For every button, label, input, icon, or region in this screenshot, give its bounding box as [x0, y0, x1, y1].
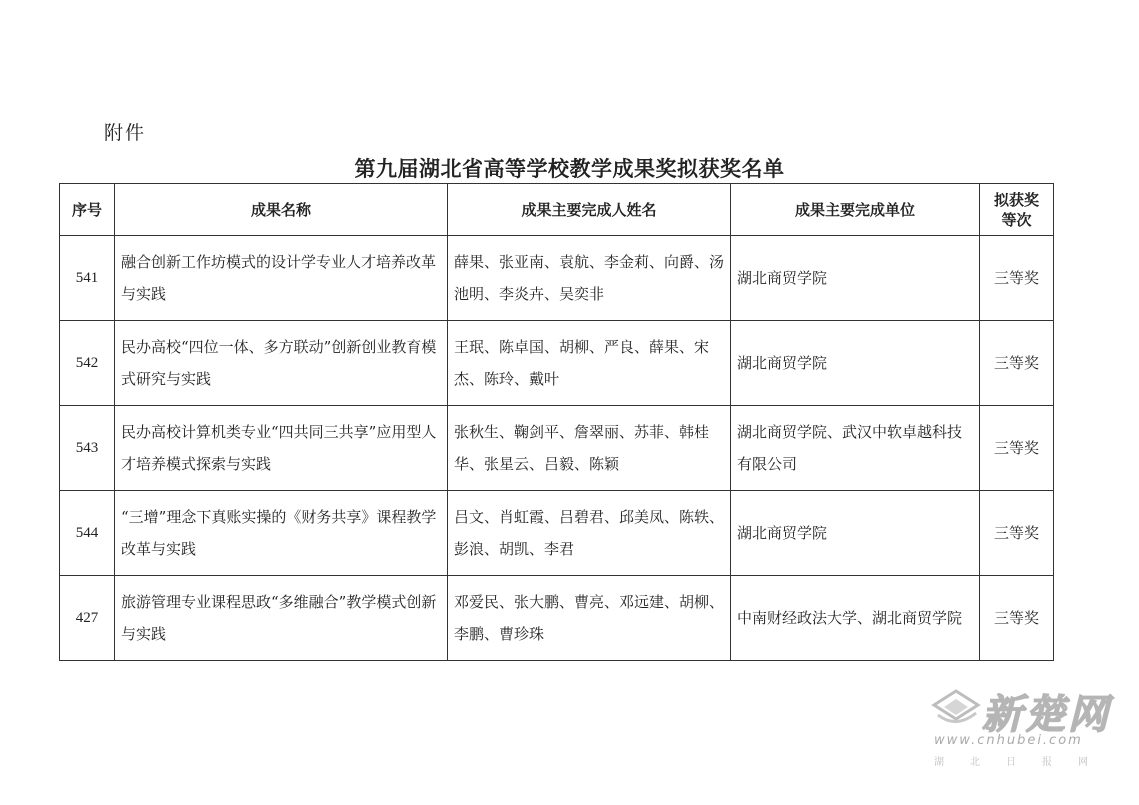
row-level: 三等奖 — [980, 321, 1054, 406]
row-no: 542 — [60, 321, 115, 406]
row-level: 三等奖 — [980, 576, 1054, 661]
watermark-subtitle: 湖北日报网 — [934, 757, 1114, 768]
table-row — [60, 406, 1054, 491]
row-no: 427 — [60, 576, 115, 661]
table-row — [60, 321, 1054, 406]
row-unit: 湖北商贸学院 — [731, 491, 980, 576]
row-people: 吕文、肖虹霞、吕碧君、邱美凤、陈轶、彭浪、胡凯、李君 — [448, 491, 731, 576]
row-name: 民办高校计算机类专业“四共同三共享”应用型人才培养模式探索与实践 — [115, 406, 448, 491]
row-name: 民办高校“四位一体、多方联动”创新创业教育模式研究与实践 — [115, 321, 448, 406]
watermark-url: www.cnhubei.com — [934, 733, 1083, 748]
row-level: 三等奖 — [980, 491, 1054, 576]
header-no: 序号 — [60, 184, 115, 236]
row-unit: 湖北商贸学院 — [731, 236, 980, 321]
cnhubei-logo-icon — [930, 685, 982, 729]
table-row — [60, 491, 1054, 576]
award-table — [59, 183, 1054, 661]
table-row — [60, 236, 1054, 321]
table-row — [60, 576, 1054, 661]
row-name: “三增”理念下真账实操的《财务共享》课程教学改革与实践 — [115, 491, 448, 576]
row-no: 543 — [60, 406, 115, 491]
row-people: 王珉、陈卓国、胡柳、严良、薛果、宋杰、陈玲、戴叶 — [448, 321, 731, 406]
header-level — [980, 184, 1054, 236]
watermark-brand: 新楚网 — [982, 691, 1111, 738]
header-level-line2: 等次 — [1001, 210, 1032, 229]
row-no: 544 — [60, 491, 115, 576]
row-no: 541 — [60, 236, 115, 321]
table-header-row — [60, 184, 1054, 236]
watermark — [930, 683, 1125, 768]
header-unit: 成果主要完成单位 — [731, 184, 980, 236]
header-level-line1: 拟获奖 — [993, 190, 1039, 209]
header-name: 成果名称 — [115, 184, 448, 236]
row-level: 三等奖 — [980, 406, 1054, 491]
header-people: 成果主要完成人姓名 — [448, 184, 731, 236]
row-unit: 湖北商贸学院、武汉中软卓越科技有限公司 — [731, 406, 980, 491]
row-unit: 湖北商贸学院 — [731, 321, 980, 406]
row-people: 张秋生、鞠剑平、詹翠丽、苏菲、韩桂华、张星云、吕毅、陈颖 — [448, 406, 731, 491]
row-name: 融合创新工作坊模式的设计学专业人才培养改革与实践 — [115, 236, 448, 321]
document-title: 第九届湖北省高等学校教学成果奖拟获奖名单 — [354, 156, 785, 181]
row-people: 薛果、张亚南、袁航、李金莉、向爵、汤池明、李炎卉、吴奕非 — [448, 236, 731, 321]
row-unit: 中南财经政法大学、湖北商贸学院 — [731, 576, 980, 661]
row-level: 三等奖 — [980, 236, 1054, 321]
row-people: 邓爱民、张大鹏、曹亮、邓远建、胡柳、李鹏、曹珍珠 — [448, 576, 731, 661]
attachment-label: 附件 — [104, 122, 147, 144]
row-name: 旅游管理专业课程思政“多维融合”教学模式创新与实践 — [115, 576, 448, 661]
